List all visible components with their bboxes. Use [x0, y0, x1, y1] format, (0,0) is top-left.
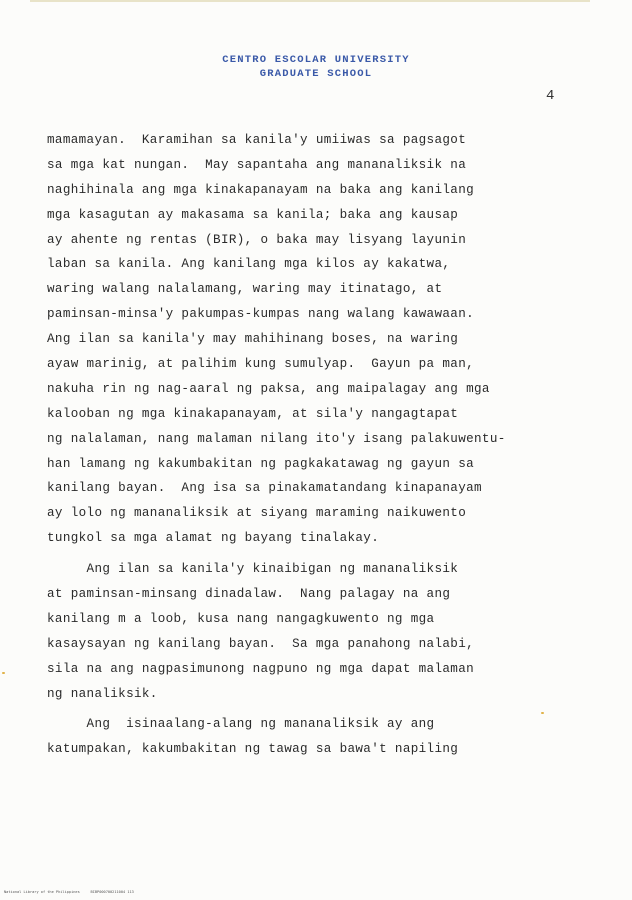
paragraph-line: ay lolo ng mananaliksik at siyang maraming naikuwento — [47, 506, 467, 521]
paragraph-line: kanilang bayan. Ang isa sa pinakamatandang kinapanayam — [47, 481, 482, 496]
paper-speck — [2, 672, 5, 674]
paragraph-line: mga kasagutan ay makasama sa kanila; baka ang kausap — [47, 207, 459, 222]
paragraph-line: at paminsan-minsang dinadalaw. Nang palagay na ang — [47, 587, 451, 602]
paragraph-line: han lamang ng kakumbakitan ng pagkakatawag ng gayun sa — [47, 456, 475, 471]
letterhead-school: GRADUATE SCHOOL — [259, 68, 373, 80]
paragraph-line: Ang isinaalang-alang ng mananaliksik ay ang — [47, 717, 435, 732]
paragraph-line: Ang ilan sa kanila'y may mahihinang boses, na waring — [47, 332, 459, 347]
top-edge-rule — [30, 0, 590, 2]
paragraph-line: ayaw marinig, at palihim kung sumulyap. Gayun pa man, — [47, 357, 475, 372]
paragraph-line: katumpakan, kakumbakitan ng tawag sa bawa't napiling — [47, 742, 459, 757]
letterhead-university: CENTRO ESCOLAR UNIVERSITY — [222, 54, 410, 66]
page-number: 4 — [546, 88, 555, 104]
paragraph-line: ng nanaliksik. — [47, 686, 158, 701]
paragraph-line: ay ahente ng rentas (BIR), o baka may lisyang layunin — [47, 232, 467, 247]
paragraph-line: laban sa kanila. Ang kanilang mga kilos ay kakatwa, — [47, 257, 451, 272]
scan-footer: National Library of the Philippines BIBP000700211004 113 — [4, 890, 134, 894]
paragraph-line: tungkol sa mga alamat ng bayang tinalakay. — [47, 531, 380, 546]
paragraph-line: ng nalalaman, nang malaman nilang ito'y isang palakuwentu- — [47, 431, 506, 446]
paragraph-line: Ang ilan sa kanila'y kinaibigan ng mananaliksik — [47, 562, 459, 577]
paragraph-line: mamamayan. Karamihan sa kanila'y umiiwas sa pagsagot — [47, 133, 467, 147]
body-text — [47, 128, 587, 762]
paragraph-line: nakuha rin ng nag-aaral ng paksa, ang maipalagay ang mga — [47, 381, 490, 396]
paragraph-line: kasaysayan ng kanilang bayan. Sa mga panahong nalabi, — [47, 636, 475, 651]
paragraph-line: kanilang m a loob, kusa nang nangagkuwento ng mga — [47, 611, 435, 626]
paper-speck — [541, 712, 544, 714]
paragraph-line: kalooban ng mga kinakapanayam, at sila'y nangagtapat — [47, 406, 459, 421]
paragraph-line: paminsan-minsa'y pakumpas-kumpas nang walang kawawaan. — [47, 307, 475, 322]
paragraph-line: sa mga kat nungan. May sapantaha ang mananaliksik na — [47, 157, 467, 172]
paragraph-line: waring walang nalalamang, waring may itinatago, at — [47, 282, 443, 297]
paragraph-line: naghihinala ang mga kinakapanayam na baka ang kanilang — [47, 182, 475, 197]
paragraph-line: sila na ang nagpasimunong nagpuno ng mga dapat malaman — [47, 661, 475, 676]
